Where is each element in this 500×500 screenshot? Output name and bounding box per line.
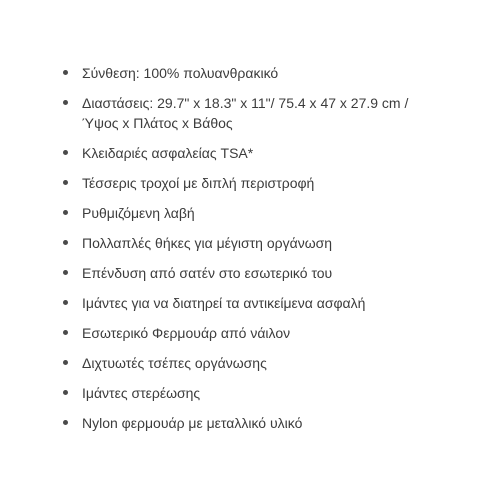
list-item (0, 63, 500, 83)
list-item-text: Πολλαπλές θήκες για μέγιστη οργάνωση (82, 235, 333, 251)
bullet-icon (63, 360, 68, 365)
bullet-icon (63, 390, 68, 395)
list-item (0, 293, 500, 313)
list-item-text: Διχτυωτές τσέπες οργάνωσης (82, 355, 267, 371)
list-item (0, 203, 500, 223)
list-item-text: Επένδυση από σατέν στο εσωτερικό του (82, 265, 333, 281)
list-item-text: Διαστάσεις: 29.7" x 18.3" x 11"/ 75.4 x 47 x 27.9 cm / Ύψος x Πλάτος x Βάθος (82, 95, 409, 131)
bullet-icon (63, 210, 68, 215)
list-item-text: Κλειδαριές ασφαλείας TSA* (82, 145, 254, 161)
list-item (0, 353, 500, 373)
bullet-icon (63, 420, 68, 425)
feature-list (0, 63, 500, 443)
bullet-icon (63, 180, 68, 185)
bullet-icon (63, 300, 68, 305)
list-item-text: Σύνθεση: 100% πολυανθρακικό (82, 65, 279, 81)
list-item (0, 173, 500, 193)
list-item-text: Ιμάντες στερέωσης (82, 385, 201, 401)
list-item (0, 233, 500, 253)
list-item-text: Nylon φερμουάρ με μεταλλικό υλικό (82, 415, 303, 431)
list-item-text: Εσωτερικό Φερμουάρ από νάιλον (82, 325, 291, 341)
list-item (0, 413, 500, 433)
list-item (0, 383, 500, 403)
bullet-icon (63, 100, 68, 105)
bullet-icon (63, 150, 68, 155)
list-item-text: Τέσσερις τροχοί με διπλή περιστροφή (82, 175, 315, 191)
list-item (0, 323, 500, 343)
bullet-icon (63, 70, 68, 75)
list-item (0, 263, 500, 283)
bullet-icon (63, 240, 68, 245)
list-item-text: Ιμάντες για να διατηρεί τα αντικείμενα ασφαλή (82, 295, 366, 311)
list-item (0, 93, 500, 133)
list-item-text: Ρυθμιζόμενη λαβή (82, 205, 195, 221)
list-item (0, 143, 500, 163)
bullet-icon (63, 270, 68, 275)
bullet-icon (63, 330, 68, 335)
